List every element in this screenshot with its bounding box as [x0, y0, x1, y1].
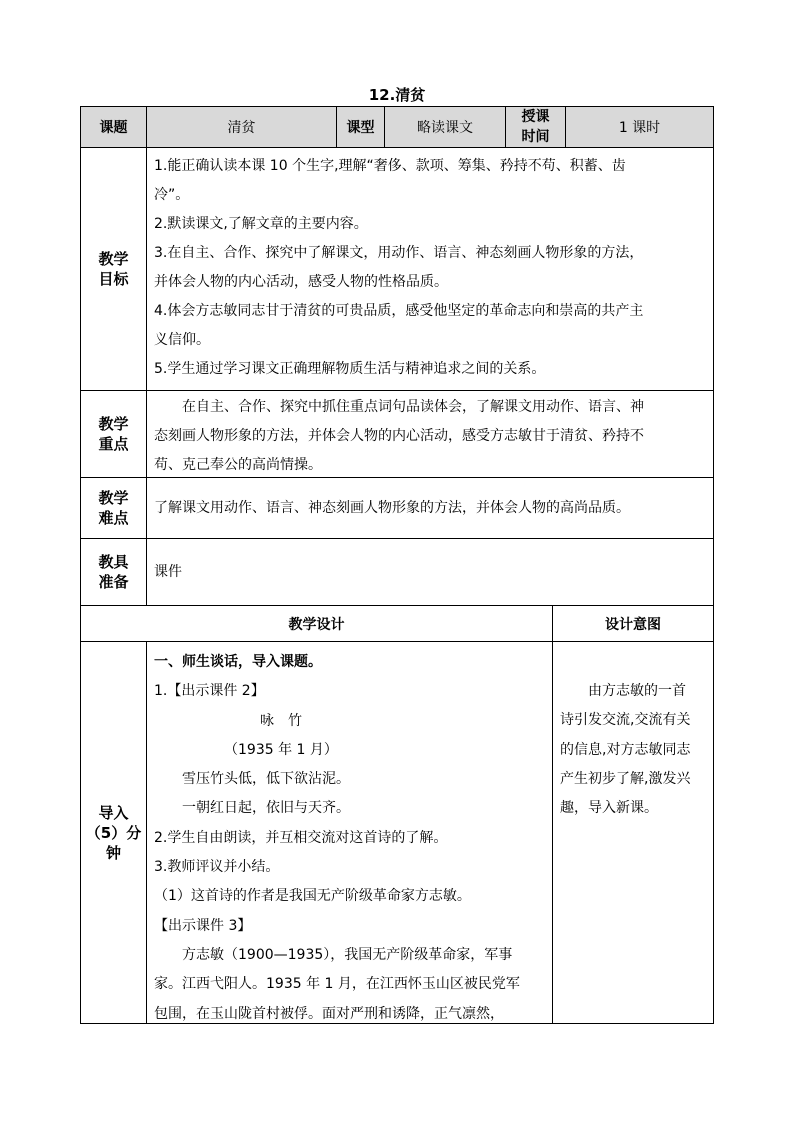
key-points-label-line2: 重点: [98, 435, 129, 453]
intro-step: 【出示课件 3】: [154, 917, 252, 934]
lesson-plan-table: [80, 106, 714, 1024]
intro-label-line1: 导入: [98, 803, 129, 822]
materials-label: [80, 538, 147, 606]
goal-line: 5.学生通过学习课文正确理解物质生活与精神追求之间的关系。: [154, 361, 546, 377]
materials-text: 课件: [154, 563, 182, 580]
intent-line: 产生初步了解,激发兴: [560, 770, 691, 787]
intro-label-line3: 钟: [105, 843, 121, 862]
materials-content: [146, 538, 714, 606]
key-point-line: 态刻画人物形象的方法，并体会人物的内心活动，感受方志敏甘于清贫、矜持不: [154, 428, 644, 444]
difficulties-label: [80, 477, 147, 539]
goal-line: 并体会人物的内心活动，感受人物的性格品质。: [154, 274, 448, 290]
intent-line: 趣，导入新课。: [560, 800, 658, 817]
key-points-content: [146, 390, 714, 478]
type-value: 略读课文: [384, 106, 506, 148]
time-label-line1: 授课: [521, 109, 550, 125]
goals-label-line1: 教学: [98, 250, 129, 268]
key-point-line: 在自主、合作、探究中抓住重点词句品读体会，了解课文用动作、语言、神: [182, 399, 644, 415]
topic-label: 课题: [80, 106, 147, 148]
materials-label-line1: 教具: [98, 553, 129, 571]
difficulties-content: [146, 477, 714, 539]
intro-step: 1.【出示课件 2】: [154, 683, 265, 700]
bio-line: 家。江西弋阳人。1935 年 1 月，在江西怀玉山区被民党军: [154, 976, 520, 993]
difficulties-label-line1: 教学: [98, 489, 129, 507]
intro-note: （1）这首诗的作者是我国无产阶级革命家方志敏。: [154, 888, 471, 905]
intro-label: [80, 641, 147, 1024]
intro-heading: 一、师生谈话，导入课题。: [154, 654, 322, 670]
poem-date: （1935 年 1 月）: [224, 741, 338, 758]
poem-title: 咏 竹: [260, 712, 302, 729]
time-label: [505, 106, 566, 148]
intro-label-line2: （5）分: [85, 823, 142, 842]
time-value: 1 课时: [565, 106, 714, 148]
intro-content: [146, 641, 553, 1024]
goals-content: [146, 147, 714, 391]
intent-line: 的信息,对方志敏同志: [560, 741, 691, 758]
goal-line: 3.在自主、合作、探究中了解课文，用动作、语言、神态刻画人物形象的方法，: [154, 245, 644, 261]
bio-line: 包围，在玉山陇首村被俘。面对严刑和诱降，正气凛然，: [154, 1005, 504, 1022]
goal-line: 4.体会方志敏同志甘于清贫的可贵品质，感受他坚定的革命志向和崇高的共产主: [154, 303, 644, 319]
type-label: 课型: [336, 106, 385, 148]
key-points-label-line1: 教学: [98, 415, 129, 433]
goal-line: 1.能正确认读本课 10 个生字,理解“奢侈、款项、筹集、矜持不苟、积蓄、齿: [154, 158, 626, 174]
design-header: 教学设计: [80, 605, 553, 642]
difficulties-label-line2: 难点: [98, 509, 129, 527]
goal-line: 义信仰。: [154, 332, 210, 348]
intro-step: 3.教师评议并小结。: [154, 859, 280, 876]
poem-line: 雪压竹头低，低下欲沾泥。: [182, 771, 350, 788]
goals-label-line2: 目标: [98, 270, 129, 288]
materials-label-line2: 准备: [98, 573, 129, 591]
difficulties-text: 了解课文用动作、语言、神态刻画人物形象的方法，并体会人物的高尚品质。: [154, 499, 630, 516]
goal-line: 2.默读课文,了解文章的主要内容。: [154, 216, 368, 232]
bio-line: 方志敏（1900—1935），我国无产阶级革命家，军事: [182, 946, 513, 963]
goal-line: 冷”。: [154, 187, 190, 203]
topic-value: 清贫: [146, 106, 337, 148]
intent-line: 由方志敏的一首: [588, 683, 686, 699]
key-point-line: 苟、克己奉公的高尚情操。: [154, 457, 322, 473]
page-title: 12.清贫: [368, 86, 426, 104]
goals-label: [80, 147, 147, 391]
intent-header: 设计意图: [552, 605, 714, 642]
intent-line: 诗引发交流,交流有关: [560, 712, 691, 729]
poem-line: 一朝红日起，依旧与天齐。: [182, 800, 350, 817]
intro-step: 2.学生自由朗读，并互相交流对这首诗的了解。: [154, 829, 448, 846]
intent-content: [552, 641, 714, 1024]
time-label-line2: 时间: [521, 129, 550, 145]
key-points-label: [80, 390, 147, 478]
